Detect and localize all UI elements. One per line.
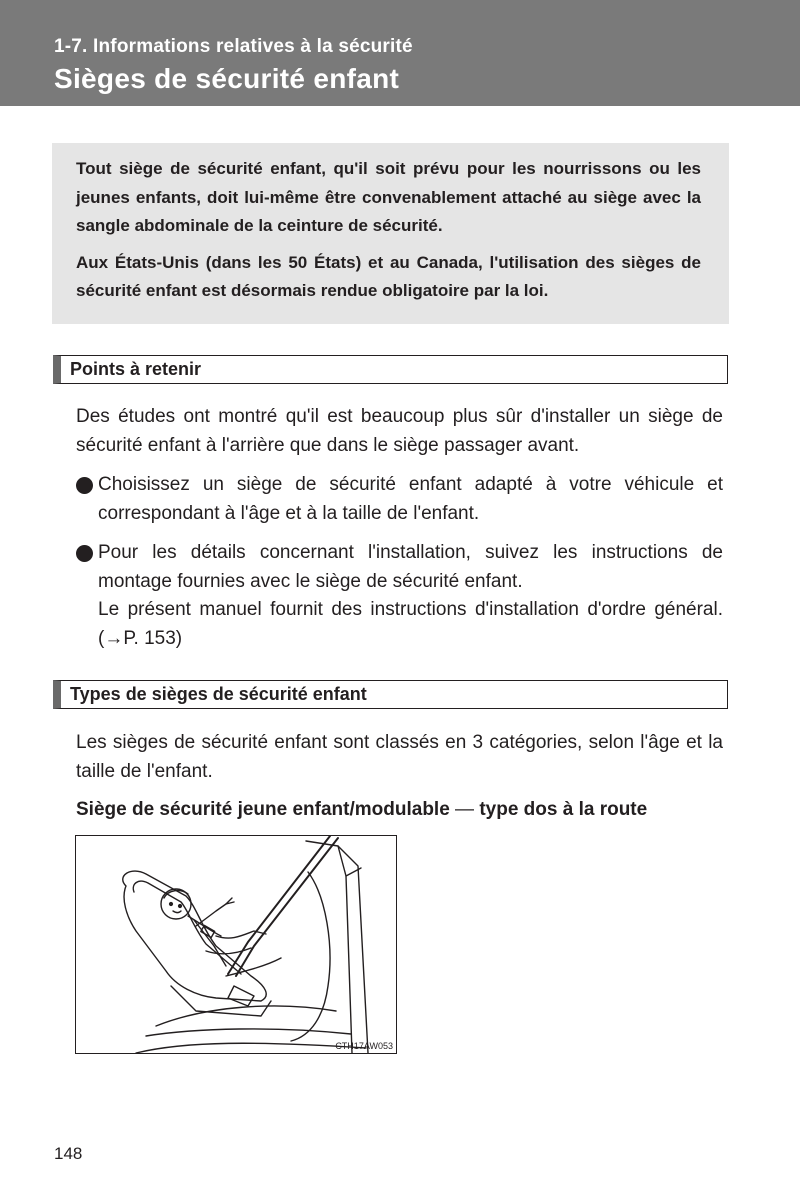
page-title: Sièges de sécurité enfant [54,63,400,94]
page-header [0,0,800,106]
bullet-text [98,539,723,653]
types-intro: Les sièges de sécurité enfant sont classés en 3 catégories, selon l'âge et la taille de l'enfant. [76,732,723,782]
section-heading-types: Types de sièges de sécurité enfant [53,680,728,709]
bullet-text: Choisissez un siège de sécurité enfant adapté à votre véhicule et correspondant à l'âge et à la taille de l'enfant. [98,474,723,524]
subheading-dash: — [455,799,475,820]
list-item [76,539,723,653]
subheading-left: Siège de sécurité jeune enfant/modulable [76,799,450,820]
child-seat-drawing [76,836,396,1053]
bullet-line: Pour les détails concernant l'installation, suivez les instructions de montage fournies avec le siège de sécurité enfant. [98,542,723,592]
bullet-icon [76,477,93,494]
points-intro: Des études ont montré qu'il est beaucoup plus sûr d'installer un siège de sécurité enfant à l'arrière que dans le siège passager avant. [76,406,723,456]
notice-paragraph: Tout siège de sécurité enfant, qu'il soit prévu pour les nourrissons ou les jeunes enfants, doit lui-même être convenablement attaché au siège avec la sangle abdominale de la ceinture de sécurité. [76,159,701,235]
section-label: 1-7. Informations relatives à la sécurité [54,36,413,57]
bullet-line: Le présent manuel fournit des instructions d'installation d'ordre général. (→P. 153) [98,599,723,649]
list-item [76,471,723,528]
figure-code: CTH17AW053 [335,1041,393,1051]
notice-paragraph: Aux États-Unis (dans les 50 États) et au Canada, l'utilisation des sièges de sécurité enfant est désormais rendue obligatoire par la loi. [76,252,701,300]
child-seat-illustration [75,835,397,1054]
bullet-icon [76,545,93,562]
section-heading-points: Points à retenir [53,355,728,384]
subheading-right: type dos à la route [479,799,648,820]
subheading [76,799,647,821]
page-number: 148 [54,1144,83,1163]
notice-box [52,143,729,324]
